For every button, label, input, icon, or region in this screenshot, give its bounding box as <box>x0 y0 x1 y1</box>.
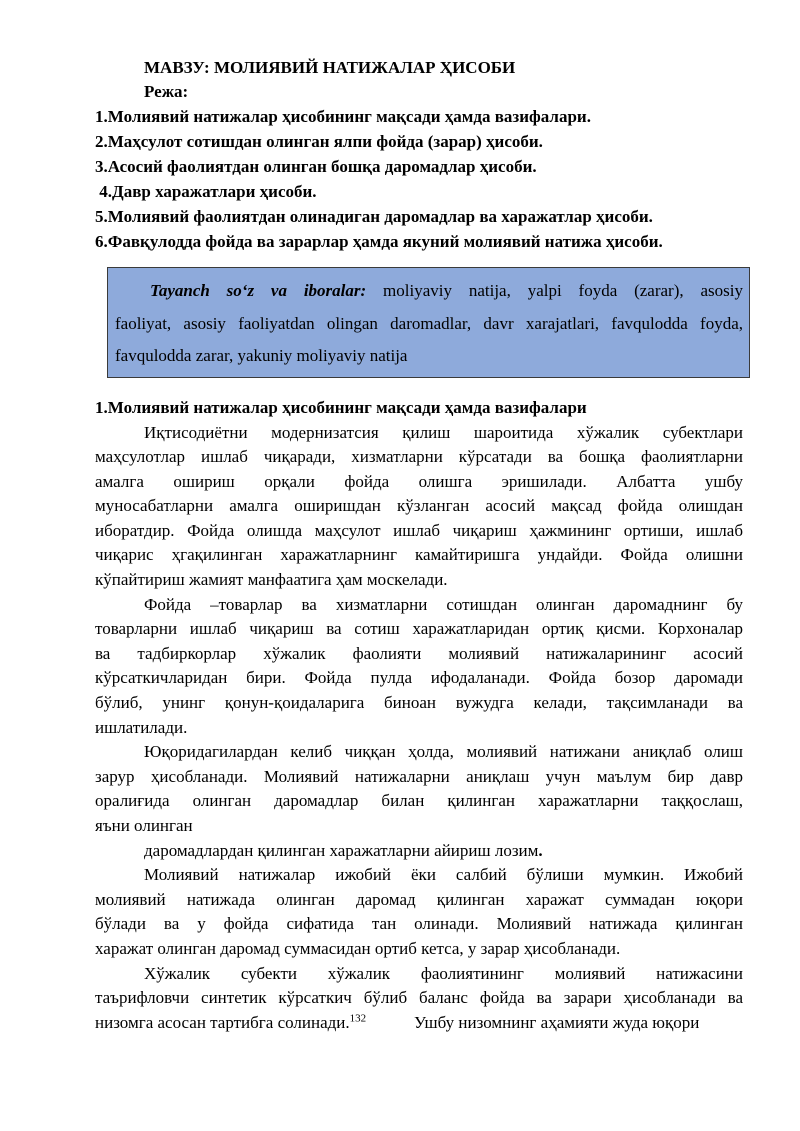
body-line-period: . <box>538 841 543 860</box>
body-line-text: низомга асосан тартибга солинади. <box>95 1013 350 1032</box>
plan-item: 5.Молиявий фаолиятдан олинадиган даромадлар ва харажатлар ҳисоби. <box>95 207 653 226</box>
body-line: зарур ҳисобланади. Молиявий натижаларни аниқлаш учун маълум бир давр <box>95 767 743 786</box>
body-line: Ушбу низомнинг аҳамияти жуда юқори <box>414 1013 700 1032</box>
plan-item: 6.Фавқулодда фойда ва зарарлар ҳамда якуний молиявий натижа ҳисоби. <box>95 232 663 251</box>
footnote-ref: 132 <box>349 1012 367 1025</box>
keywords-text: moliyaviy natija, yalpi foyda (zarar), asosiy <box>366 281 743 300</box>
plan-item: 2.Маҳсулот сотишдан олинган ялпи фойда (зарар) ҳисоби. <box>95 132 543 151</box>
body-line: чиқарис ҳгақилинган харажатларнинг камайтиришга ундайди. Фойда олишни <box>95 545 743 564</box>
body-line-text: даромадлардан қилинган харажатларни айириш лозим <box>144 841 539 860</box>
body-line: молиявий натижада олинган даромад қилинган харажат суммадан юқори <box>95 890 743 909</box>
plan-label: Режа: <box>144 82 189 101</box>
keywords-line: favqulodda zarar, yakuniy moliyaviy natija <box>115 346 408 365</box>
body-line: маҳсулотлар ишлаб чиқаради, хизматларни кўрсатади ва бошқа фаолиятларни <box>95 447 743 466</box>
plan-item: 3.Асосий фаолиятдан олинган бошқа даромадлар ҳисоби. <box>95 157 537 176</box>
body-line: амалга ошириш орқали фойда олишга эришилади. Албатта ушбу <box>95 472 743 491</box>
keywords-line: faoliyat, asosiy faoliyatdan olingan daromadlar, davr xarajatlari, favqulodda foyda, <box>115 314 743 333</box>
body-line: Иқтисодиётни модернизатсия қилиш шароитида хўжалик субектлари <box>144 423 743 442</box>
body-line: Молиявий натижалар ижобий ёки салбий бўлиши мумкин. Ижобий <box>144 865 743 884</box>
body-line: харажат олинган даромад суммасидан ортиб кетса, у зарар ҳисобланади. <box>95 939 621 958</box>
body-line: бўлади ва у фойда сифатида тан олинади. Молиявий натижада қилинган <box>95 914 743 933</box>
body-line: Юқоридагилардан келиб чиққан ҳолда, молиявий натижани аниқлаб олиш <box>144 742 743 761</box>
body-line <box>144 840 543 862</box>
body-line: яъни олинган <box>95 816 193 835</box>
keywords-term: Tayanch so‘z va iboralar: <box>150 281 367 300</box>
body-line: Фойда –товарлар ва хизматларни сотишдан олинган даромаднинг бу <box>144 595 743 614</box>
body-line: муносабатларни амалга оширишдан кўзланган асосий мақсад фойда олишдан <box>95 496 743 515</box>
body-line: кўрсаткичларидан бири. Фойда пулда ифодаланади. Фойда бозор даромади <box>95 668 743 687</box>
body-line: иборатдир. Фойда олишда маҳсулот ишлаб чиқариш ҳажмининг ортиши, ишлаб <box>95 521 743 540</box>
plan-item: 1.Молиявий натижалар ҳисобининг мақсади ҳамда вазифалари. <box>95 107 591 126</box>
keywords-line <box>150 280 743 302</box>
body-line: таърифловчи синтетик кўрсаткич бўлиб баланс фойда ва зарари ҳисобланади ва <box>95 988 743 1007</box>
page-title: МАВЗУ: МОЛИЯВИЙ НАТИЖАЛАР ҲИСОБИ <box>144 58 516 77</box>
body-line: ва тадбиркорлар хўжалик фаолияти молиявий натижаларининг асосий <box>95 644 743 663</box>
body-line: кўпайтириш жамият манфаатига ҳам москелади. <box>95 570 448 589</box>
body-line: ишлатилади. <box>95 718 188 737</box>
section-heading: 1.Молиявий натижалар ҳисобининг мақсади ҳамда вазифалари <box>95 398 587 417</box>
body-line: оралиғида олинган даромадлар билан қилинган харажатларни таққослаш, <box>95 791 743 810</box>
body-line: Хўжалик субекти хўжалик фаолиятининг молиявий натижасини <box>144 964 743 983</box>
body-line <box>95 1012 366 1034</box>
body-line: бўлиб, унинг қонун-қоидаларига биноан вужудга келади, тақсимланади ва <box>95 693 743 712</box>
body-line: товарларни ишлаб чиқариш ва сотиш харажатларидан ортиқ қисми. Корхоналар <box>95 619 743 638</box>
plan-item: 4.Давр харажатлари ҳисоби. <box>95 182 317 201</box>
